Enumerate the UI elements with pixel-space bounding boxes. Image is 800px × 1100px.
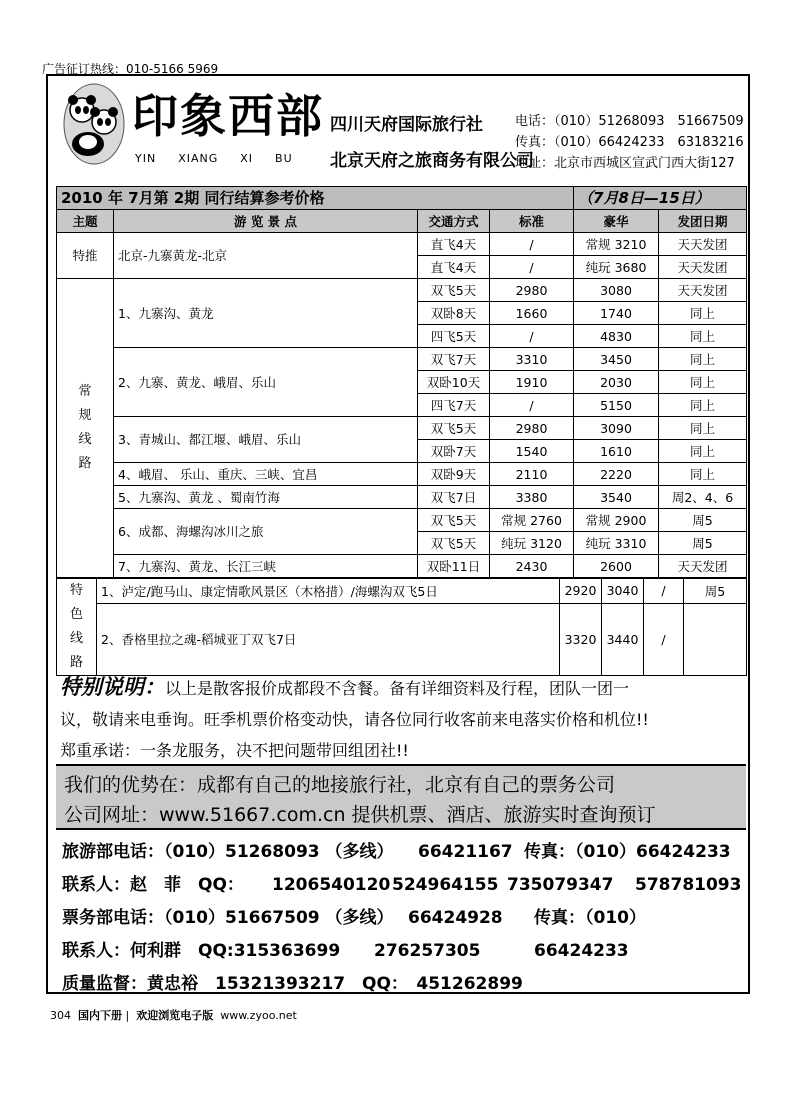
- notes-line-2: 议，敬请来电垂询。旺季机票价格变动快，请各位同行收客前来电落实价格和机位!!: [60, 710, 649, 729]
- price-table-wrap: [56, 186, 746, 676]
- transport-cell: 双飞7日: [418, 486, 490, 509]
- transport-cell: 双卧7天: [418, 440, 490, 463]
- standard-price: 2980: [490, 279, 574, 302]
- transport-cell: 直飞4天: [418, 256, 490, 279]
- departure-cell: 同上: [659, 302, 747, 325]
- luxury-price: 3090: [574, 417, 659, 440]
- notes-line-1: [60, 672, 744, 704]
- transport-cell: 双飞7天: [418, 348, 490, 371]
- pinyin-4: BU: [275, 152, 293, 165]
- departure-cell: 同上: [659, 394, 747, 417]
- route-cell: 北京-九寨黄龙-北京: [114, 233, 418, 279]
- theme-cell: 特推: [57, 233, 114, 279]
- luxury-price: 3540: [574, 486, 659, 509]
- brand-pinyin: [135, 152, 315, 165]
- advantage-line-1: 我们的优势在：成都有自己的地接旅行社，北京有自己的票务公司: [64, 774, 616, 796]
- footer-section: 国内下册: [78, 1009, 122, 1022]
- standard-price: 3310: [490, 348, 574, 371]
- col-header: 发团日期: [659, 210, 747, 233]
- pinyin-1: YIN: [135, 152, 157, 165]
- departure-cell: 天天发团: [659, 555, 747, 578]
- table-row: [57, 279, 747, 302]
- standard-price: 2110: [490, 463, 574, 486]
- standard-price: 3320: [560, 603, 602, 675]
- page-footer: 304 国内下册 | 欢迎浏览电子版 www.zyoo.net: [50, 1009, 297, 1022]
- ad-hotline: 广告征订热线：010-5166 5969: [42, 62, 219, 76]
- departure-cell: 同上: [659, 463, 747, 486]
- issue-period: （7月8日—15日）: [574, 187, 747, 210]
- col-header: 主题: [57, 210, 114, 233]
- transport-cell: 双卧11日: [418, 555, 490, 578]
- route-cell: 7、九寨沟、黄龙、长江三峡: [114, 555, 418, 578]
- standard-price: /: [490, 233, 574, 256]
- route-cell: 2、香格里拉之魂-稻城亚丁双飞7日: [97, 603, 560, 675]
- header-fax: 传真：（010）66424233 63183216: [515, 135, 744, 150]
- luxury-price: 3040: [602, 579, 644, 604]
- transport-cell: 双卧8天: [418, 302, 490, 325]
- panda-logo-icon: [62, 80, 126, 166]
- header-address: 地址：北京市西城区宣武门西大街127: [515, 156, 735, 171]
- footer-slogan: 欢迎浏览电子版: [136, 1009, 214, 1022]
- luxury-price: 3440: [602, 603, 644, 675]
- departure-cell: 周5: [659, 532, 747, 555]
- transport-cell: 四飞5天: [418, 325, 490, 348]
- brand-title: 印象西部: [132, 89, 324, 143]
- transport-cell: 双飞5天: [418, 279, 490, 302]
- contact-1-name: 联系人：赵 菲 QQ：: [62, 875, 244, 895]
- special-notes: [60, 672, 744, 766]
- standard-price: /: [490, 325, 574, 348]
- standard-price: 常规 2760: [490, 509, 574, 532]
- special-route-table: [56, 578, 747, 676]
- issue-row: [57, 187, 747, 210]
- theme-cell: [57, 579, 97, 676]
- advantage-line-2: 公司网址：www.51667.com.cn 提供机票、酒店、旅游实时查询预订: [64, 804, 656, 826]
- standard-price: 1540: [490, 440, 574, 463]
- luxury-price: 纯玩 3680: [574, 256, 659, 279]
- departure-cell: [684, 603, 747, 675]
- notes-text-1: 以上是散客报价成都段不含餐。备有详细资料及行程，团队一团一: [165, 679, 630, 698]
- luxury-price: 4830: [574, 325, 659, 348]
- ticket-tel-2: 66424928: [408, 908, 503, 928]
- quality-supervisor: 质量监督：黄忠裕 15321393217: [62, 974, 346, 994]
- departure-cell: 同上: [659, 440, 747, 463]
- standard-price: /: [490, 256, 574, 279]
- departure-cell: 同上: [659, 417, 747, 440]
- route-cell: 5、九寨沟、黄龙 、蜀南竹海: [114, 486, 418, 509]
- departure-cell: 天天发团: [659, 233, 747, 256]
- transport-cell: 双卧9天: [418, 463, 490, 486]
- transport-cell: /: [644, 603, 684, 675]
- header-tel: 电话：（010）51268093 51667509: [515, 114, 744, 129]
- contact-1-row: [62, 869, 746, 902]
- transport-cell: 直飞4天: [418, 233, 490, 256]
- tour-tel-2: 66421167: [418, 842, 513, 862]
- footer-url[interactable]: www.zyoo.net: [220, 1009, 297, 1022]
- notes-line-3: 郑重承诺：一条龙服务，决不把问题带回组团社!!: [60, 741, 409, 760]
- notes-label: 特别说明：: [60, 675, 165, 699]
- quality-row: [62, 968, 746, 1001]
- theme-regular-label: 常规线路: [78, 384, 92, 471]
- luxury-price: 1740: [574, 302, 659, 325]
- luxury-price: 常规 2900: [574, 509, 659, 532]
- luxury-price: 3450: [574, 348, 659, 371]
- col-header: 游 览 景 点: [114, 210, 418, 233]
- contact-2-row: [62, 935, 746, 968]
- table-row: [57, 348, 747, 371]
- contact-1-qq: 578781093: [635, 875, 742, 895]
- transport-cell: 双飞5天: [418, 417, 490, 440]
- pinyin-2: XIANG: [178, 152, 219, 165]
- company-sichuan: 四川天府国际旅行社: [330, 115, 483, 135]
- table-row: [57, 509, 747, 532]
- contact-1-qq: 1206540120: [272, 875, 391, 895]
- col-header: 豪华: [574, 210, 659, 233]
- luxury-price: 2220: [574, 463, 659, 486]
- contact-1-qq: 524964155: [392, 875, 499, 895]
- quality-qq: QQ： 451262899: [362, 974, 523, 994]
- standard-price: 纯玩 3120: [490, 532, 574, 555]
- departure-cell: 同上: [659, 325, 747, 348]
- col-header: 标准: [490, 210, 574, 233]
- contacts-block: [62, 836, 746, 1001]
- standard-price: 1910: [490, 371, 574, 394]
- table-row: [57, 233, 747, 256]
- transport-cell: 四飞7天: [418, 394, 490, 417]
- table-row: [57, 463, 747, 486]
- departure-cell: 周5: [659, 509, 747, 532]
- transport-cell: 双飞5天: [418, 532, 490, 555]
- company-beijing: 北京天府之旅商务有限公司: [330, 151, 534, 171]
- standard-price: /: [490, 394, 574, 417]
- departure-cell: 天天发团: [659, 279, 747, 302]
- table-row: [57, 579, 747, 604]
- ticket-fax: 传真：（010） 66424233: [534, 908, 655, 961]
- pinyin-3: XI: [240, 152, 254, 165]
- table-row: [57, 555, 747, 578]
- page-number: 304: [50, 1009, 71, 1022]
- transport-cell: 双卧10天: [418, 371, 490, 394]
- route-cell: 1、泸定/跑马山、康定情歌风景区（木格措）/海螺沟双飞5日: [97, 579, 560, 604]
- tour-fax: 传真：（010）66424233: [524, 842, 731, 862]
- transport-cell: 双飞5天: [418, 509, 490, 532]
- price-table: [56, 186, 747, 578]
- theme-cell: [57, 279, 114, 578]
- route-cell: 1、九寨沟、黄龙: [114, 279, 418, 348]
- standard-price: 2430: [490, 555, 574, 578]
- route-cell: 4、峨眉、 乐山、重庆、三峡、宜昌: [114, 463, 418, 486]
- standard-price: 3380: [490, 486, 574, 509]
- theme-special-label: 特色线路: [69, 583, 83, 670]
- departure-cell: 周2、4、6: [659, 486, 747, 509]
- luxury-price: 2030: [574, 371, 659, 394]
- table-header-row: [57, 210, 747, 233]
- departure-cell: 同上: [659, 371, 747, 394]
- contact-2: 联系人：何利群 QQ:315363699: [62, 941, 341, 961]
- transport-cell: /: [644, 579, 684, 604]
- standard-price: 2920: [560, 579, 602, 604]
- table-row: [57, 486, 747, 509]
- luxury-price: 纯玩 3310: [574, 532, 659, 555]
- route-cell: 3、青城山、都江堰、峨眉、乐山: [114, 417, 418, 463]
- table-row: [57, 417, 747, 440]
- contact-2-qq-2: 276257305: [374, 941, 481, 961]
- standard-price: 1660: [490, 302, 574, 325]
- luxury-price: 2600: [574, 555, 659, 578]
- col-header: 交通方式: [418, 210, 490, 233]
- contact-1-qq: 735079347: [507, 875, 614, 895]
- luxury-price: 3080: [574, 279, 659, 302]
- tour-tel: 旅游部电话：（010）51268093 （多线）: [62, 842, 394, 862]
- table-row: [57, 603, 747, 675]
- route-cell: 6、成都、海螺沟冰川之旅: [114, 509, 418, 555]
- departure-cell: 同上: [659, 348, 747, 371]
- luxury-price: 1610: [574, 440, 659, 463]
- route-cell: 2、九寨、黄龙、峨眉、乐山: [114, 348, 418, 417]
- issue-title: 2010 年 7月第 2期 同行结算参考价格: [57, 187, 574, 210]
- luxury-price: 5150: [574, 394, 659, 417]
- ticket-tel: 票务部电话：（010）51667509 （多线）: [62, 908, 394, 928]
- standard-price: 2980: [490, 417, 574, 440]
- tour-contact-row: [62, 836, 746, 869]
- luxury-price: 常规 3210: [574, 233, 659, 256]
- departure-cell: 天天发团: [659, 256, 747, 279]
- departure-cell: 周5: [684, 579, 747, 604]
